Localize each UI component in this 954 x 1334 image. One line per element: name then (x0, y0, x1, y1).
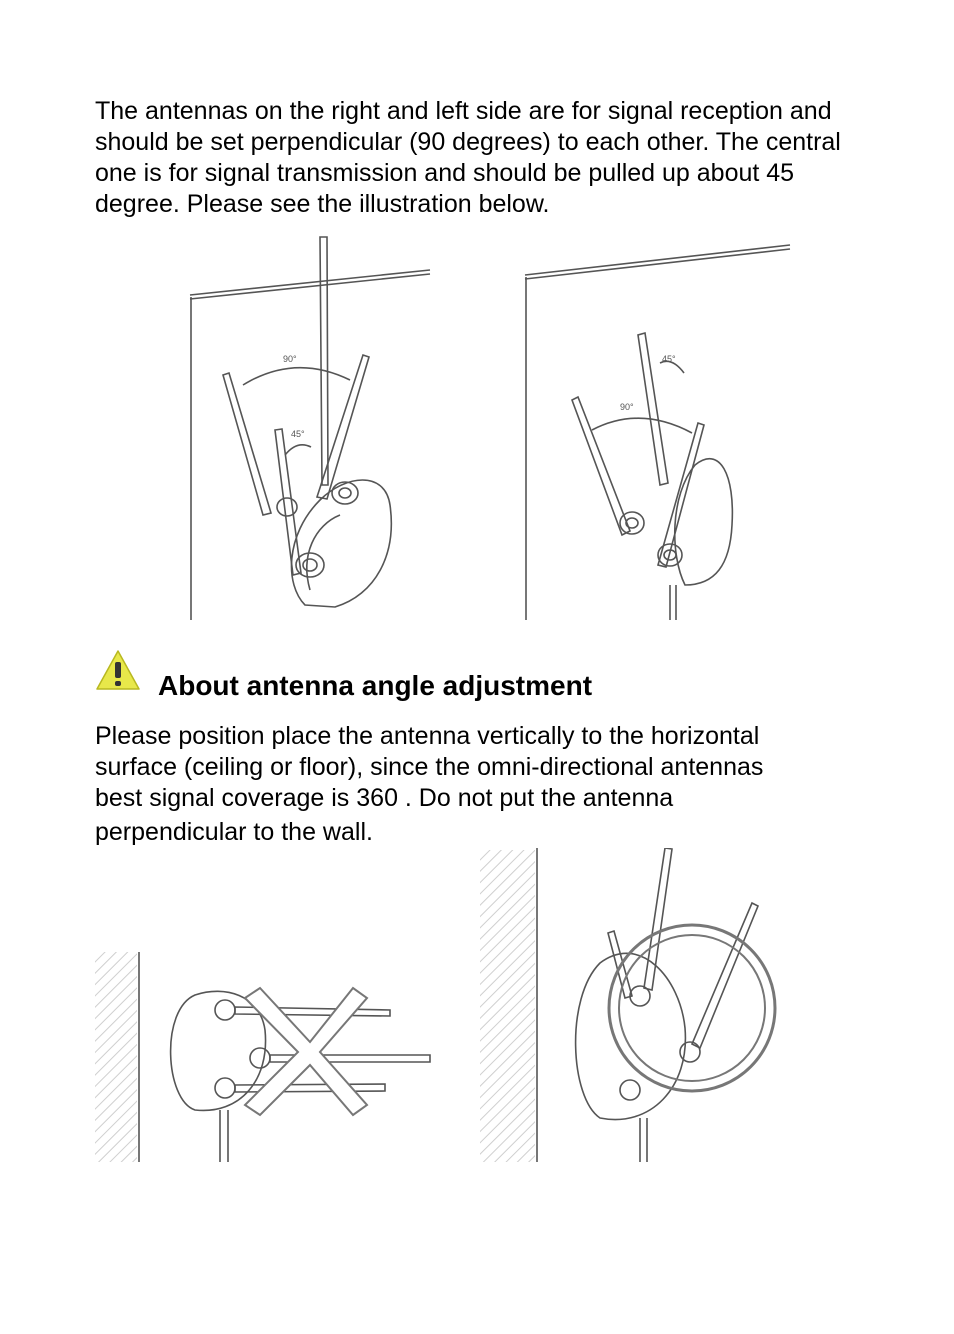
angle-label-90: 90° (283, 354, 297, 364)
circle-mark (609, 925, 775, 1091)
warning-icon (95, 648, 141, 694)
angle-label-45: 45° (291, 429, 305, 439)
intro-line: one is for signal transmission and should be pulled up about 45 (95, 159, 795, 187)
illustration-ceiling-right (520, 235, 795, 625)
body-line: perpendicular to the wall. (95, 818, 373, 846)
intro-paragraph (95, 96, 841, 220)
body-line: best signal coverage is 360 . Do not put the antenna (95, 784, 674, 812)
illustration-wall-incorrect (95, 950, 435, 1165)
angle-label-90: 90° (620, 402, 634, 412)
cross-mark (245, 988, 367, 1115)
illustration-wall-correct (480, 848, 785, 1166)
intro-line: degree. Please see the illustration below. (95, 190, 550, 218)
angle-label-45: 45° (662, 354, 676, 364)
intro-line: The antennas on the right and left side are for signal reception and (95, 97, 832, 125)
body-line: surface (ceiling or floor), since the omni-directional antennas (95, 753, 764, 781)
section-title: About antenna angle adjustment (158, 670, 593, 701)
illustration-ceiling-left (185, 235, 435, 625)
body-line: Please position place the antenna vertically to the horizontal (95, 722, 760, 750)
intro-line: should be set perpendicular (90 degrees) to each other. The central (95, 128, 841, 156)
body-paragraph (95, 721, 763, 848)
